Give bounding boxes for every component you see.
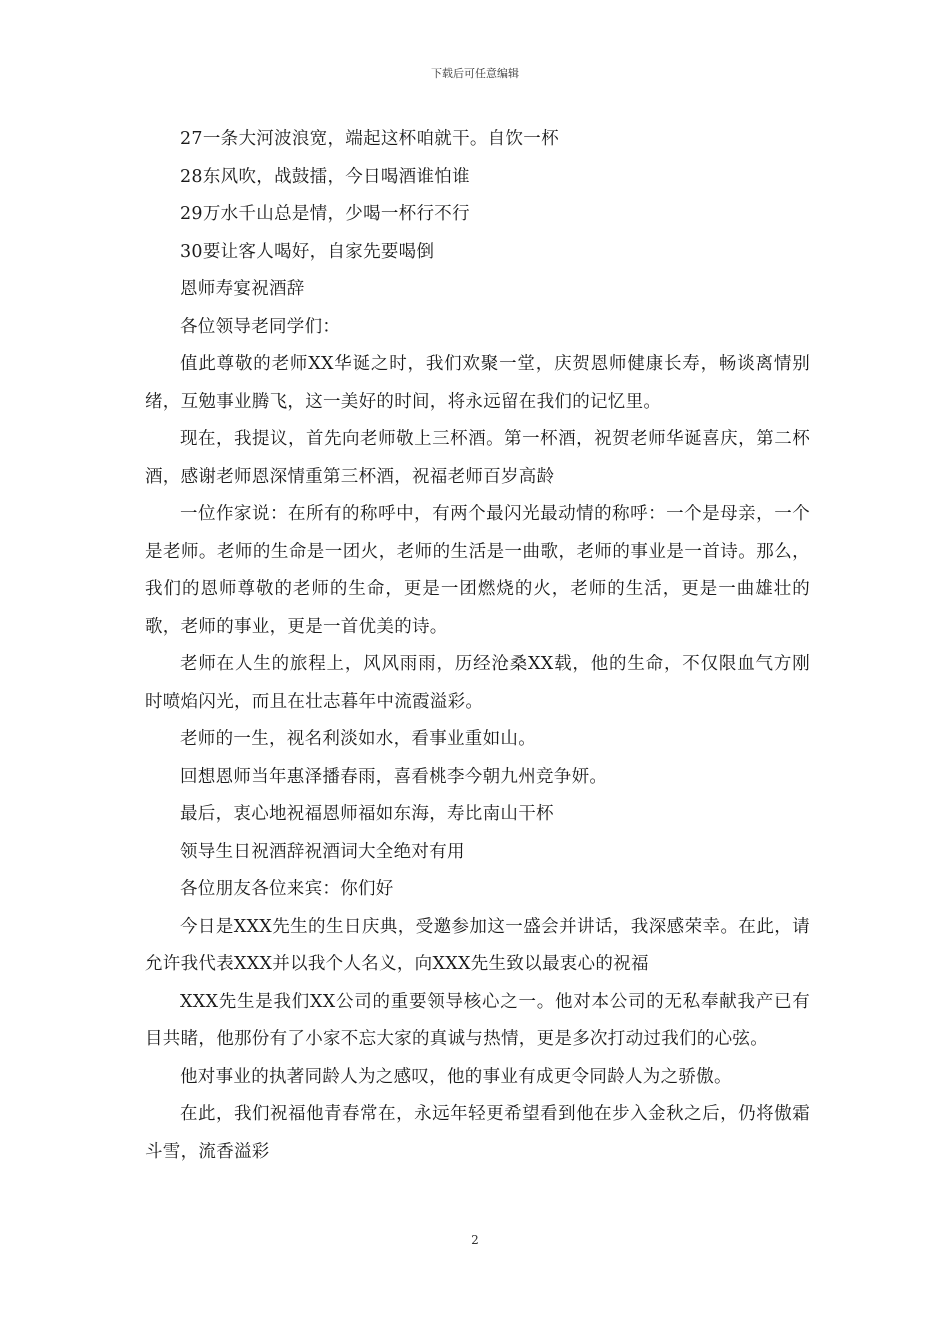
page-header: 下载后可任意编辑 [431,67,519,80]
paragraph-birthday-gathering: 值此尊敬的老师XX华诞之时，我们欢聚一堂，庆贺恩师健康长寿，畅谈离情别绪，互勉事业腾飞，这一美好的时间，将永远留在我们的记忆里。 [145,354,810,412]
document-body [145,121,810,1171]
paragraph-final-blessing: 最后，衷心地祝福恩师福如东海，寿比南山干杯 [180,804,554,824]
paragraph-spring-rain: 回想恩师当年惠泽播春雨，喜看桃李今朝九州竞争妍。 [180,766,608,787]
paragraph-toast-28: 28东风吹，战鼓擂，今日喝酒谁怕谁 [180,166,470,187]
page-number: 2 [471,1233,479,1247]
section-title-teacher-toast: 恩师寿宴祝酒辞 [180,279,305,299]
paragraph-youth-blessing: 在此，我们祝福他青春常在，永远年轻更希望看到他在步入金秋之后，仍将傲霜斗雪，流香溢彩 [145,1104,810,1162]
paragraph-toast-27: 27一条大河波浪宽，端起这杯咱就干。自饮一杯 [180,129,559,149]
paragraph-writer-quote: 一位作家说：在所有的称呼中，有两个最闪光最动情的称呼：一个是母亲，一个是老师。老师的生命是一团火，老师的生活是一曲歌，老师的事业是一首诗。那么，我们的恩师尊敬的老师的生命，更是一团燃烧的火，老师的生活，更是一曲雄壮的歌，老师的事业，更是一首优美的诗。 [145,504,810,637]
salutation-teacher: 各位领导老同学们： [180,316,341,337]
salutation-guests: 各位朋友各位来宾：你们好 [180,879,394,899]
paragraph-dedication: 他对事业的执著同龄人为之感叹，他的事业有成更令同龄人为之骄傲。 [180,1066,732,1087]
paragraph-company-leader: XXX先生是我们XX公司的重要领导核心之一。他对本公司的无私奉献我产已有目共睹，他那份有了小家不忘大家的真诚与热情，更是多次打动过我们的心弦。 [145,991,810,1049]
paragraph-toast-29: 29万水千山总是情，少喝一杯行不行 [180,204,470,224]
paragraph-fame-like-water: 老师的一生，视名利淡如水，看事业重如山。 [180,729,536,749]
paragraph-celebration: 今日是XXX先生的生日庆典，受邀参加这一盛会并讲话，我深感荣幸。在此，请允许我代表XXX并以我个人名义，向XXX先生致以最衷心的祝福 [145,916,810,974]
paragraph-toast-30: 30要让客人喝好，自家先要喝倒 [180,241,435,262]
paragraph-life-journey: 老师在人生的旅程上，风风雨雨，历经沧桑XX载，他的生命，不仅限血气方刚时喷焰闪光，而且在壮志暮年中流霞溢彩。 [145,654,810,712]
paragraph-three-cups: 现在，我提议，首先向老师敬上三杯酒。第一杯酒，祝贺老师华诞喜庆，第二杯酒，感谢老师恩深情重第三杯酒，祝福老师百岁高龄 [145,429,810,487]
section-title-leader-toast: 领导生日祝酒辞祝酒词大全绝对有用 [180,841,465,862]
